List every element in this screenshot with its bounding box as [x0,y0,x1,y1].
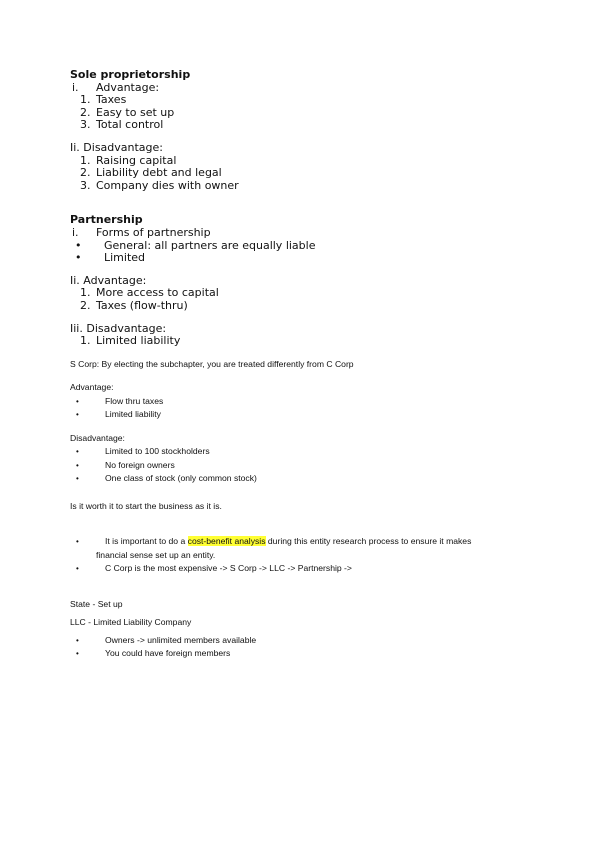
list-item: • Limited to 100 stockholders [70,445,560,459]
list-item: 2. Taxes (flow-thru) [80,298,188,312]
list-item [70,82,560,95]
paragraph: S Corp: By electing the subchapter, you are treated differently from C Corp [70,358,354,369]
list-item: • General: all partners are equally liable [75,238,316,252]
list-item: • Limited liability [70,408,560,422]
subheading: Ii. Disadvantage: [70,140,164,154]
list-item: • One class of stock (only common stock) [70,472,560,486]
bullet-icon: • [76,474,79,484]
subheading: Advantage: [96,80,160,94]
list-item: 2. Liability debt and legal [80,166,222,180]
list-item: • C Corp is the most expensive -> S Corp -> LLC -> Partnership -> [70,562,560,576]
subheading: Forms of partnership [96,225,211,239]
section-partnership [70,214,560,347]
subheading: Disadvantage: [70,432,125,443]
section-s-corp [70,358,560,514]
list-item: 2. Easy to set up [80,105,175,119]
list-item-continuation: financial sense set up an entity. [96,549,216,560]
roman-numeral: i. [72,225,79,239]
roman-numeral: i. [72,80,79,94]
bullet-icon: • [76,410,79,420]
section-sole-proprietorship [70,69,560,192]
subheading: Ii. Advantage: [70,273,147,287]
bullet-icon: • [76,447,79,457]
subheading: Advantage: [70,382,114,393]
subheading: Iii. Disadvantage: [70,321,167,335]
list-item: 1. Limited liability [80,334,181,348]
list-item: • Limited [75,251,146,265]
list-item: 1. More access to capital [80,286,219,300]
bullet-icon: • [76,460,79,470]
section-title: Sole proprietorship [70,68,191,81]
bullet-icon: • [75,251,82,265]
list-item: • It is important to do a cost-benefit analysis during this entity research process to ensure it makes [70,535,560,549]
highlighted-text: cost-benefit analysis [187,536,266,547]
list-item: 1. Taxes [80,93,127,107]
list-item: • You could have foreign members [70,647,560,661]
list-item: • Flow thru taxes [70,395,560,409]
list-item: 3. Total control [80,118,164,132]
bullet-icon: • [76,564,79,574]
bullet-icon: • [76,396,79,406]
list-item: 1. Raising capital [80,153,177,167]
section-llc [70,598,560,661]
bullet-icon: • [75,238,82,252]
bullet-icon: • [76,537,79,547]
section-notes [70,535,560,576]
bullet-icon: • [76,635,79,645]
subheading: LLC - Limited Liability Company [70,616,192,627]
section-title: Partnership [70,213,143,227]
list-item: • No foreign owners [70,459,560,473]
bullet-icon: • [76,649,79,659]
document-body [70,69,560,661]
list-item: 3. Company dies with owner [80,178,239,192]
paragraph: State - Set up [70,598,123,609]
list-item: • Owners -> unlimited members available [70,634,560,648]
paragraph: Is it worth it to start the business as it is. [70,500,222,511]
list-item [70,227,560,240]
